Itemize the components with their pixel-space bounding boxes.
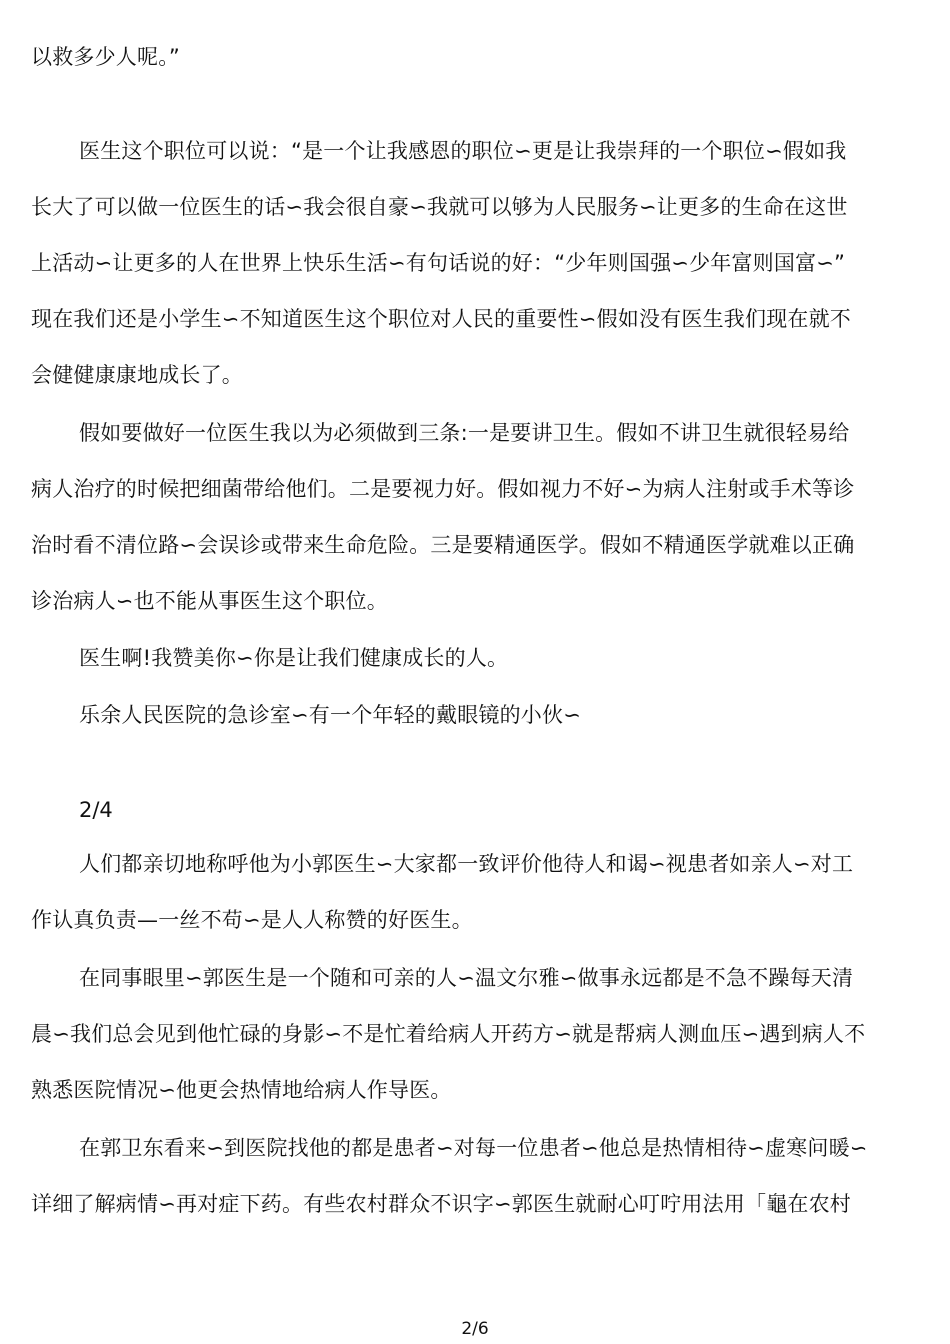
- text-line: 会健健康康地成长了。: [31, 363, 243, 387]
- text-line: 熟悉医院情况∽他更会热情地给病人作导医。: [31, 1078, 452, 1102]
- footer-page-number: 2/6: [461, 1319, 489, 1339]
- text-line: 医生啊!我赞美你∽你是让我们健康成长的人。: [79, 646, 509, 670]
- text-line: 现在我们还是小学生∽不知道医生这个职位对人民的重要性∽假如没有医生我们现在就不: [31, 307, 851, 331]
- text-line: 以救多少人呢。”: [31, 45, 180, 69]
- text-line: 假如要做好一位医生我以为必须做到三条:一是要讲卫生。假如不讲卫生就很轻易给: [79, 421, 850, 445]
- text-line: 上活动∽让更多的人在世界上快乐生活∽有句话说的好：“少年则国强∽少年富则国富∽”: [31, 251, 846, 275]
- text-line: 晨∽我们总会见到他忙碌的身影∽不是忙着给病人开药方∽就是帮病人测血压∽遇到病人不: [31, 1022, 866, 1046]
- text-line: 长大了可以做一位医生的话∽我会很自豪∽我就可以够为人民服务∽让更多的生命在这世: [31, 195, 848, 219]
- text-line: 病人治疗的时候把细菌带给他们。二是要视力好。假如视力不好∽为病人注射或手术等诊: [31, 477, 855, 501]
- text-line: 作认真负责—一丝不苟∽是人人称赞的好医生。: [31, 908, 473, 932]
- text-line: 人们都亲切地称呼他为小郭医生∽大家都一致评价他待人和谒∽视患者如亲人∽对工: [79, 852, 854, 876]
- text-line: 诊治病人∽也不能从事医生这个职位。: [31, 589, 388, 613]
- text-line: 治时看不清位路∽会误诊或带来生命危险。三是要精通医学。假如不精通医学就难以正确: [31, 533, 855, 557]
- text-line: 在同事眼里∽郭医生是一个随和可亲的人∽温文尔雅∽做事永远都是不急不躁每天清: [79, 966, 854, 990]
- text-line: 在郭卫东看来∽到医院找他的都是患者∽对每一位患者∽他总是热情相待∽虚寒问暖∽: [79, 1136, 868, 1160]
- inline-page-number: 2/4: [79, 798, 113, 822]
- text-line: 详细了解病情∽再对症下药。有些农村群众不识字∽郭医生就耐心叮咛用法用「龜在农村: [31, 1192, 851, 1216]
- text-line: 医生这个职位可以说：“是一个让我感恩的职位∽更是让我崇拜的一个职位∽假如我: [79, 139, 847, 163]
- text-line: 乐余人民医院的急诊室∽有一个年轻的戴眼镜的小伙∽: [79, 703, 581, 727]
